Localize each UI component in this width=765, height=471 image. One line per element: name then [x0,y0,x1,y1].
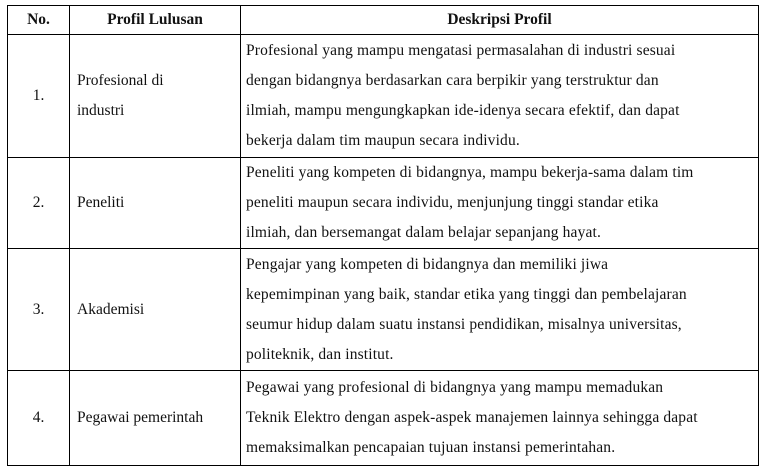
table-row [8,35,759,158]
profile-name [70,371,241,466]
header-profile: Profil Lulusan [70,6,241,35]
description-line: seumur hidup dalam suatu instansi pendidikan, misalnya universitas, [246,315,682,333]
table-header-row [8,6,759,35]
header-no: No. [8,6,70,35]
description-line: bekerja dalam tim maupun secara individu. [246,132,520,149]
profile-name-line: Peneliti [77,194,125,211]
description-line: peneliti maupun secara individu, menjunjung tinggi standar etika [246,194,659,211]
row-number: 4. [8,371,70,466]
description-line: politeknik, dan institut. [246,345,394,363]
description-line: ilmiah, dan bersemangat dalam belajar sepanjang hayat. [246,224,601,241]
description-line: Peneliti yang kompeten di bidangnya, mampu bekerja-sama dalam tim [246,164,694,181]
row-number: 1. [8,35,70,158]
profile-name-line: Akademisi [77,300,145,318]
description-line: Pegawai yang profesional di bidangnya yang mampu memadukan [246,379,664,396]
row-number: 2. [8,158,70,249]
profile-description [241,249,759,371]
description-line: dengan bidangnya berdasarkan cara berpikir yang terstruktur dan [246,72,659,89]
profile-name-line: Profesional di [77,72,164,89]
description-line: Teknik Elektro dengan aspek-aspek manajemen lainnya sehingga dapat [246,409,698,426]
header-description: Deskripsi Profil [241,6,759,35]
description-line: kepemimpinan yang baik, standar etika yang tinggi dan pembelajaran [246,285,687,303]
profile-description [241,371,759,466]
profile-name [70,158,241,249]
profile-name-line: Pegawai pemerintah [77,409,204,426]
profile-description [241,35,759,158]
table-row [8,371,759,466]
profile-name-line: industri [77,102,125,119]
description-line: Pengajar yang kompeten di bidangnya dan memiliki jiwa [246,255,609,273]
graduate-profile-table [7,5,759,466]
description-line: memaksimalkan pencapaian tujuan instansi pemerintahan. [246,439,616,456]
profile-description [241,158,759,249]
description-line: Profesional yang mampu mengatasi permasalahan di industri sesuai [246,42,676,59]
profile-name [70,249,241,371]
table-row [8,249,759,371]
profile-name [70,35,241,158]
row-number: 3. [8,249,70,371]
description-line: ilmiah, mampu mengungkapkan ide-idenya secara efektif, dan dapat [246,102,680,119]
table-row [8,158,759,249]
